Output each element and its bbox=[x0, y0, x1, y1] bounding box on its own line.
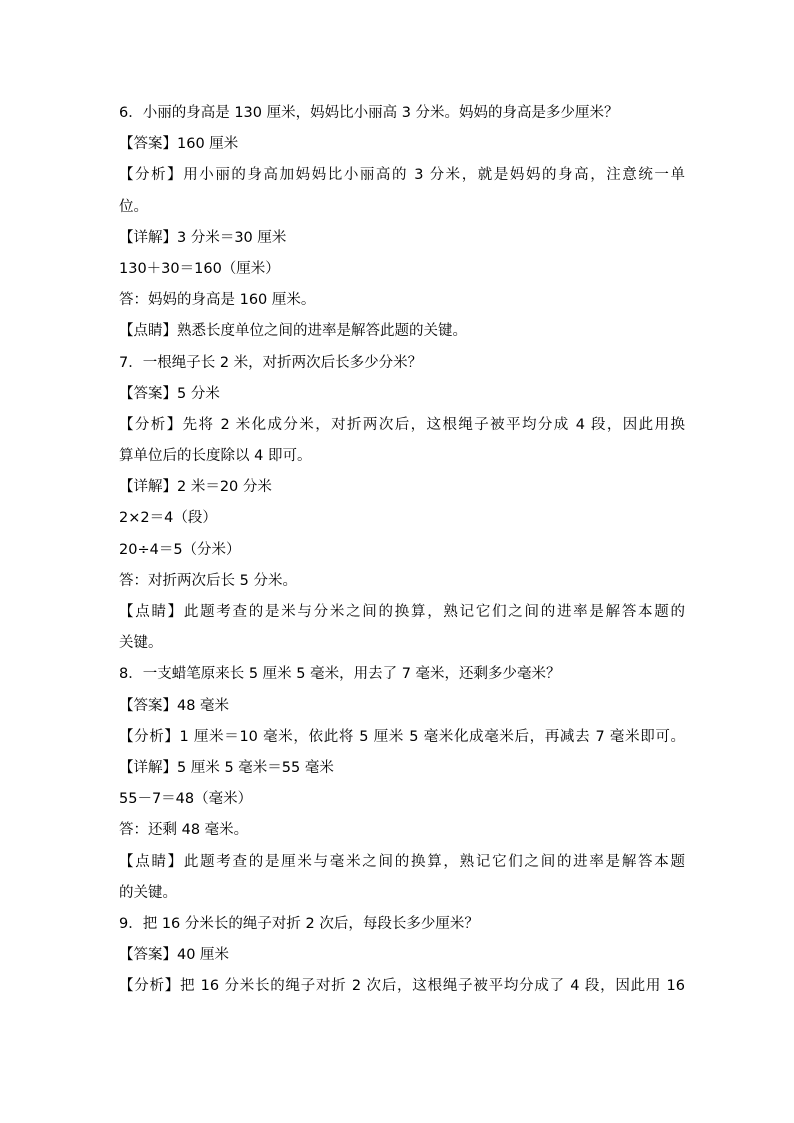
detail-6-line-2: 130＋30＝160（厘米） bbox=[119, 260, 280, 277]
analysis-6-line-2: 位。 bbox=[119, 198, 148, 215]
detail-6-line-1: 【详解】3 分米＝30 厘米 bbox=[119, 229, 287, 246]
detail-8-line-1: 【详解】5 厘米 5 毫米＝55 毫米 bbox=[119, 759, 334, 776]
reply-7: 答：对折两次后长 5 分米。 bbox=[119, 572, 297, 589]
analysis-8: 【分析】1 厘米＝10 毫米，依此将 5 厘米 5 毫米化成毫米后，再减去 7 毫米即可。 bbox=[119, 728, 685, 745]
detail-7-line-1: 【详解】2 米＝20 分米 bbox=[119, 479, 272, 496]
answer-7: 【答案】5 分米 bbox=[119, 385, 220, 402]
analysis-7-line-1: 【分析】先将 2 米化成分米，对折两次后，这根绳子被平均分成 4 段，因此用换 bbox=[119, 416, 685, 433]
question-6-text: 6．小丽的身高是 130 厘米，妈妈比小丽高 3 分米。妈妈的身高是多少厘米？ bbox=[119, 105, 619, 121]
document-body bbox=[119, 98, 685, 1002]
answer-9: 【答案】40 厘米 bbox=[119, 947, 230, 964]
answer-6: 【答案】160 厘米 bbox=[119, 136, 239, 153]
comment-7-line-1: 【点睛】此题考查的是米与分米之间的换算，熟记它们之间的进率是解答本题的 bbox=[119, 604, 685, 620]
analysis-6-line-1: 【分析】用小丽的身高加妈妈比小丽高的 3 分米，就是妈妈的身高，注意统一单 bbox=[119, 167, 685, 184]
question-8-text: 8．一支蜡笔原来长 5 厘米 5 毫米，用去了 7 毫米，还剩多少毫米？ bbox=[119, 666, 561, 683]
analysis-7-line-2: 算单位后的长度除以 4 即可。 bbox=[119, 448, 312, 465]
reply-8: 答：还剩 48 毫米。 bbox=[119, 822, 249, 839]
detail-8-line-2: 55－7＝48（毫米） bbox=[119, 791, 253, 808]
analysis-9-line-1: 【分析】把 16 分米长的绳子对折 2 次后，这根绳子被平均分成了 4 段，因此用 16 bbox=[119, 978, 685, 995]
question-7-text: 7．一根绳子长 2 米，对折两次后长多少分米？ bbox=[119, 354, 423, 371]
answer-8: 【答案】48 毫米 bbox=[119, 697, 230, 714]
question-9-text: 9．把 16 分米长的绳子对折 2 次后，每段长多少厘米？ bbox=[119, 915, 479, 932]
detail-7-line-3: 20÷4＝5（分米） bbox=[119, 541, 241, 558]
reply-6: 答：妈妈的身高是 160 厘米。 bbox=[119, 292, 316, 309]
comment-6: 【点睛】熟悉长度单位之间的进率是解答此题的关键。 bbox=[119, 323, 467, 340]
comment-7-line-2: 关键。 bbox=[119, 635, 163, 652]
comment-8-line-2: 的关键。 bbox=[119, 884, 177, 901]
comment-8-line-1: 【点睛】此题考查的是厘米与毫米之间的换算，熟记它们之间的进率是解答本题 bbox=[119, 853, 685, 870]
detail-7-line-2: 2×2＝4（段） bbox=[119, 510, 217, 527]
